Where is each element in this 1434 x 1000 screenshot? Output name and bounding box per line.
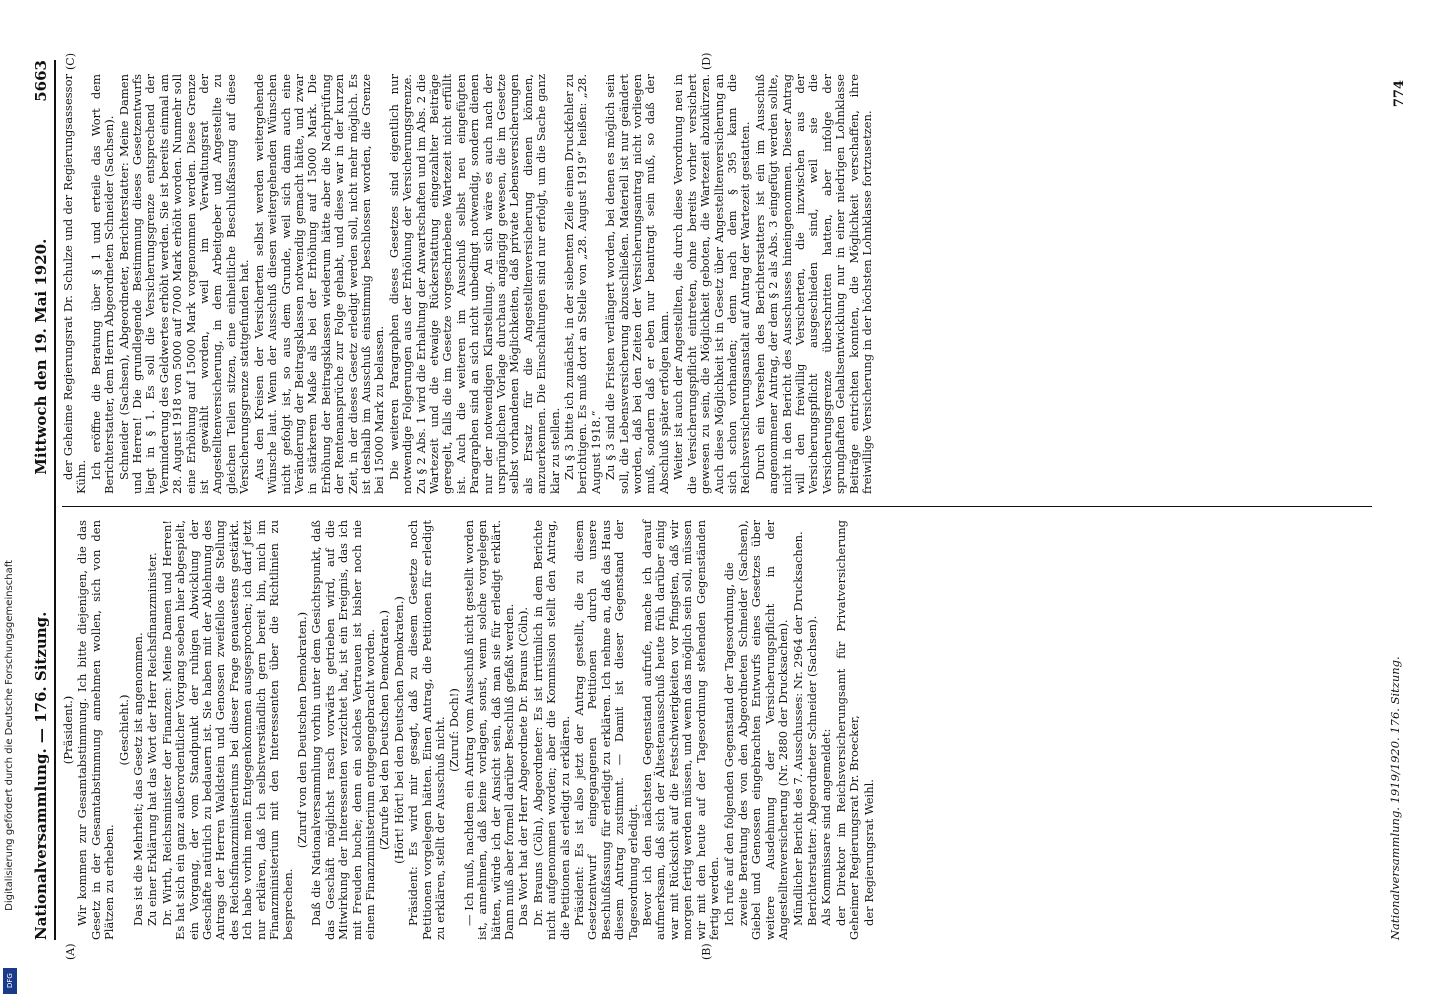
- paragraph: (Zurufe bei den Deutschen Demokraten.): [377, 609, 392, 851]
- paragraph: Die weiteren Paragraphen dieses Gesetzes sind eigentlich nur notwendige Folgerungen aus der Erhöhung der Versicherungsgrenze. Zu § 2 Abs. 1 wird die Erhaltung der Anwartschaften und im Abs. 2 die Wartezeit und die etwaige Rückerstattung eingezahlter Beiträge geregelt, falls die im Gesetze vorgeschriebene Wartezeit nicht erfüllt ist. Auch die weiteren im Ausschuß selbst neu eingefügten Paragraphen sind an sich nicht unbedingt notwendig, sondern dienen nur der notwendigen Klarstellung. An sich wäre es auch nach der ursprünglichen Vorlage durchaus angängig gewesen, die im Gesetze selbst vorhandenen Möglichkeiten, daß private Lebensversicherungen als Ersatz für die Angestelltenversicherung dienen können, anzuerkennen. Die Einschaltungen sind nur erfolgt, um die Sache ganz klar zu stellen.: [386, 74, 562, 494]
- paragraph: Ich eröffne die Beratung über § 1 und erteile das Wort dem Berichterstatter, dem Herrn Abgeordneten Schneider (Sachsen).: [88, 74, 117, 494]
- header-center: Mittwoch den 19. Mai 1920.: [32, 238, 50, 475]
- paragraph: Weiter ist auch der Angestellten, die durch diese Verordnung neu in die Versicherungspflicht eintreten, ohne bereits vorher versichert gewesen zu sein, die Möglichkeit geboten, die Wartezeit abzukürzen. Auch diese Möglichkeit ist in Gesetz über Angestelltenversicherung an sich schon vorhanden; denn nach dem § 395 kann die Reichsversicherungsanstalt auf Antrag der Wartezeit gestatten.: [671, 74, 753, 494]
- paragraph: — Ich muß, nachdem ein Antrag vom Ausschuß nicht gestellt worden ist, annehmen, daß keine vorlagen, sonst, wenn solche vorgelegen hätten, würde ich der Ansicht sein, daß man sie für erledigt erklärt. Dann muß aber formell darüber Beschluß gefaßt werden.: [461, 520, 516, 940]
- paragraph: Durch ein Versehen des Berichterstatters ist ein im Ausschuß angenommener Antrag, der dem § 2 als Abs. 3 eingefügt werden sollte, nicht in den Bericht des Ausschusses hineingenommen. Dieser Antrag will den freiwillig Versicherten, die inzwischen aus der Versicherungspflicht ausgeschieden sind, weil sie die Versicherungsgrenze überschritten hatten, aber infolge der sprunghaften Gehaltsentwicklung nur in einer niedrigen Lohnklasse Beiträge entrichten konnten, die Möglichkeit verschaffen, ihre freiwillige Versicherung in der höchsten Lohnklasse fortzusetzen.: [752, 74, 874, 494]
- paragraph: Präsident: Es wird mir gesagt, daß zu diesem Gesetze noch Petitionen vorgelegen hätten. Einen Antrag, die Petitionen für erledigt zu erklären, stellt der Ausschuß nicht.: [406, 520, 447, 940]
- left-column: [62, 520, 877, 940]
- page-number: 774: [1392, 80, 1407, 108]
- paragraph: (Zuruf von den Deutschen Demokraten.): [294, 611, 309, 849]
- dfg-logo: DFG: [3, 968, 17, 994]
- paragraph: Bevor ich den nächsten Gegenstand aufrufe, mache ich darauf aufmerksam, daß sich der Ältestenausschuß heute früh darüber einig war mit Rücksicht auf die Festschwierigkeiten vor Pfingsten, daß wir morgen fertig werden müssen, und wenn das möglich sein soll, müssen wir mit den heute auf der Tagesordnung stehenden Gegenständen fertig werden.: [640, 520, 722, 940]
- margin-mark-a: (A): [64, 943, 77, 960]
- header-left: Nationalversammlung. — 176. Sitzung.: [32, 611, 50, 940]
- paragraph: Mündlicher Bericht des 7. Ausschusses: Nr. 2964 der Drucksachen.: [790, 531, 805, 926]
- paragraph: Das Wort hat der Herr Abgeordnete Dr. Brauns (Cöln).: [516, 606, 531, 926]
- header-rule: [54, 60, 56, 940]
- paragraph: Berichterstatter: Abgeordneter Schneider (Sachsen).: [804, 615, 819, 926]
- header-page-number: 5663: [32, 60, 50, 102]
- column-divider: [62, 506, 1372, 507]
- paragraph: Aus den Kreisen der Versicherten selbst werden weitergehende Wünsche laut. Wenn der Ausschuß diesen weitergehenden Wünschen nicht gefolgt ist, so aus dem Grunde, weil sich dann auch eine Veränderung der Beitragsklassen notwendig gemacht hätte, und zwar in stärkerem Maße als bei der Erhöhung auf 15000 Mark. Die Erhöhung der Beitragsklassen wiederum hätte aber die Nachprüfung der Rentenansprüche zur Folge gehabt, und diese war in der kurzen Zeit, in der dieses Gesetz erledigt werden soll, nicht mehr möglich. Es ist deshalb im Ausschuß einstimmig beschlossen worden, die Grenze bei 15000 Mark zu belassen.: [251, 74, 387, 494]
- paragraph: (Präsident.): [61, 695, 75, 765]
- right-column: [62, 74, 875, 494]
- margin-mark-d: (D): [700, 52, 713, 70]
- paragraph: (Hört! Hört! bei den Deutschen Demokraten.): [391, 596, 406, 864]
- paragraph: Zu § 3 bitte ich zunächst, in der siebenten Zeile einen Druckfehler zu berichtigen. Es muß dort an Stelle von „28. August 1919“ heißen: „28. August 1918.“: [562, 74, 603, 494]
- paragraph: Zu § 3 sind die Fristen verlängert worden, bei denen es möglich sein soll, die Lebensversicherung abzuschließen. Materiell ist nur geändert worden, daß bei den Zeiten der Versicherungsantrag nicht vorliegen muß, sondern daß er eben nur beantragt sein muß, so daß der Abschluß später erfolgen kann.: [603, 74, 671, 494]
- paragraph: Wir kommen zur Gesamtabstimmung. Ich bitte diejenigen, die das Gesetz in der Gesamtabstimmung annehmen wollen, sich von den Plätzen zu erheben.: [75, 520, 117, 940]
- page-header: [30, 60, 52, 940]
- paragraph: Ich rufe auf den folgenden Gegenstand der Tagesordnung, die: [721, 562, 736, 926]
- paragraph: der Direktor im Reichsversicherungsamt für Privatversicherung Geheimer Regierungsrat Dr. Broecker,: [833, 520, 862, 940]
- digitization-note: Digitalisierung gefördert durch die Deutsche Forschungsgemeinschaft: [4, 560, 15, 911]
- paragraph: der Geheime Regierungsrat Dr. Schulze und der Regierungsassessor Kühn.: [61, 74, 89, 494]
- paragraph: (Zuruf: Doch!): [447, 688, 462, 772]
- paragraph: Das ist die Mehrheit; das Gesetz ist angenommen.: [131, 632, 146, 926]
- paragraph: Zu einer Erklärung hat das Wort der Herr Reichsfinanzminister.: [145, 552, 160, 926]
- paragraph: zweite Beratung des von den Abgeordneten Schneider (Sachsen), Giebel und Genossen eingebrachten Entwurfs eines Gesetzes über weitere Ausdehnung der Versicherungspflicht in der Angestelltenversicherung (Nr. 2880 der Drucksachen).: [735, 520, 791, 940]
- paragraph: Schneider (Sachsen), Abgeordneter, Berichterstatter: Meine Damen und Herren! Die grundlegende Bestimmung dieses Gesetzentwurfs liegt in § 1. Es soll die Versicherungsgrenze entsprechend der Verminderung des Geldwertes erhöht werden. Sie ist bereits einmal am 28. August 1918 von 5000 auf 7000 Mark erhöht worden. Nunmehr soll eine Erhöhung auf 15000 Mark vorgenommen werden. Diese Grenze ist gewählt worden, weil im Verwaltungsrat der Angestelltenversicherung, in dem Arbeitgeber und Angestellte zu gleichen Teilen sitzen, eine einheitliche Beschlußfassung auf diese Versicherungsgrenze stattgefunden hat.: [116, 74, 252, 494]
- paragraph: (Geschieht.): [116, 694, 131, 766]
- paragraph: Dr. Brauns (Cöln), Abgeordneter: Es ist irrtümlich in dem Berichte nicht aufgenommen worden; aber die Kommission stellt den Antrag, die Petitionen als erledigt zu erklären.: [530, 520, 572, 940]
- margin-mark-c: (C): [64, 53, 77, 70]
- margin-mark-b: (B): [700, 943, 713, 960]
- paragraph: Dr. Wirth, Reichsminister der Finanzen: Meine Damen und Herren! Es hat sich ein ganz außerordentlicher Vorgang soeben hier abgespielt, ein Vorgang, der vom Standpunkt der ruhigen Abwicklung der Geschäfte natürlich zu bedauern ist. Sie haben mit der Ablehnung des Antrags der Herren Waldstein und Genossen zweifellos die Stellung des Reichsfinanzministeriums bei dieser Frage genauestens gestärkt. Ich habe vorhin mein Entgegenkommen ausgesprochen; ich darf jetzt nur erklären, daß ich selbstverständlich gern bereit bin, mich im Finanzministerium mit den Interessenten über die Richtlinien zu besprechen.: [159, 520, 295, 940]
- footer: Nationalversammlung. 1919/1920. 176. Sitzung.: [1388, 656, 1402, 940]
- paragraph: der Regierungsrat Weihl.: [861, 779, 876, 926]
- paragraph: Als Kommissare sind angemeldet:: [819, 728, 834, 926]
- paragraph: Präsident: Es ist also jetzt der Antrag gestellt, die zu diesem Gesetzentwurf eingegangenen Petitionen durch unsere Beschlußfassung für erledigt zu erklären. Ich nehme an, daß das Haus diesem Antrag zustimmt. — Damit ist dieser Gegenstand der Tagesordnung erledigt.: [572, 520, 640, 940]
- paragraph: Daß die Nationalversammlung vorhin unter dem Gesichtspunkt, daß das Geschäft möglichst rasch vorwärts getrieben wird, auf die Mitwirkung der Interessenten verzichtet hat, ist ein Ereignis, das ich mit Freuden buche; denn ein solches Vertrauen ist bisher noch nie einem Finanzministerium entgegengebracht worden.: [309, 520, 377, 940]
